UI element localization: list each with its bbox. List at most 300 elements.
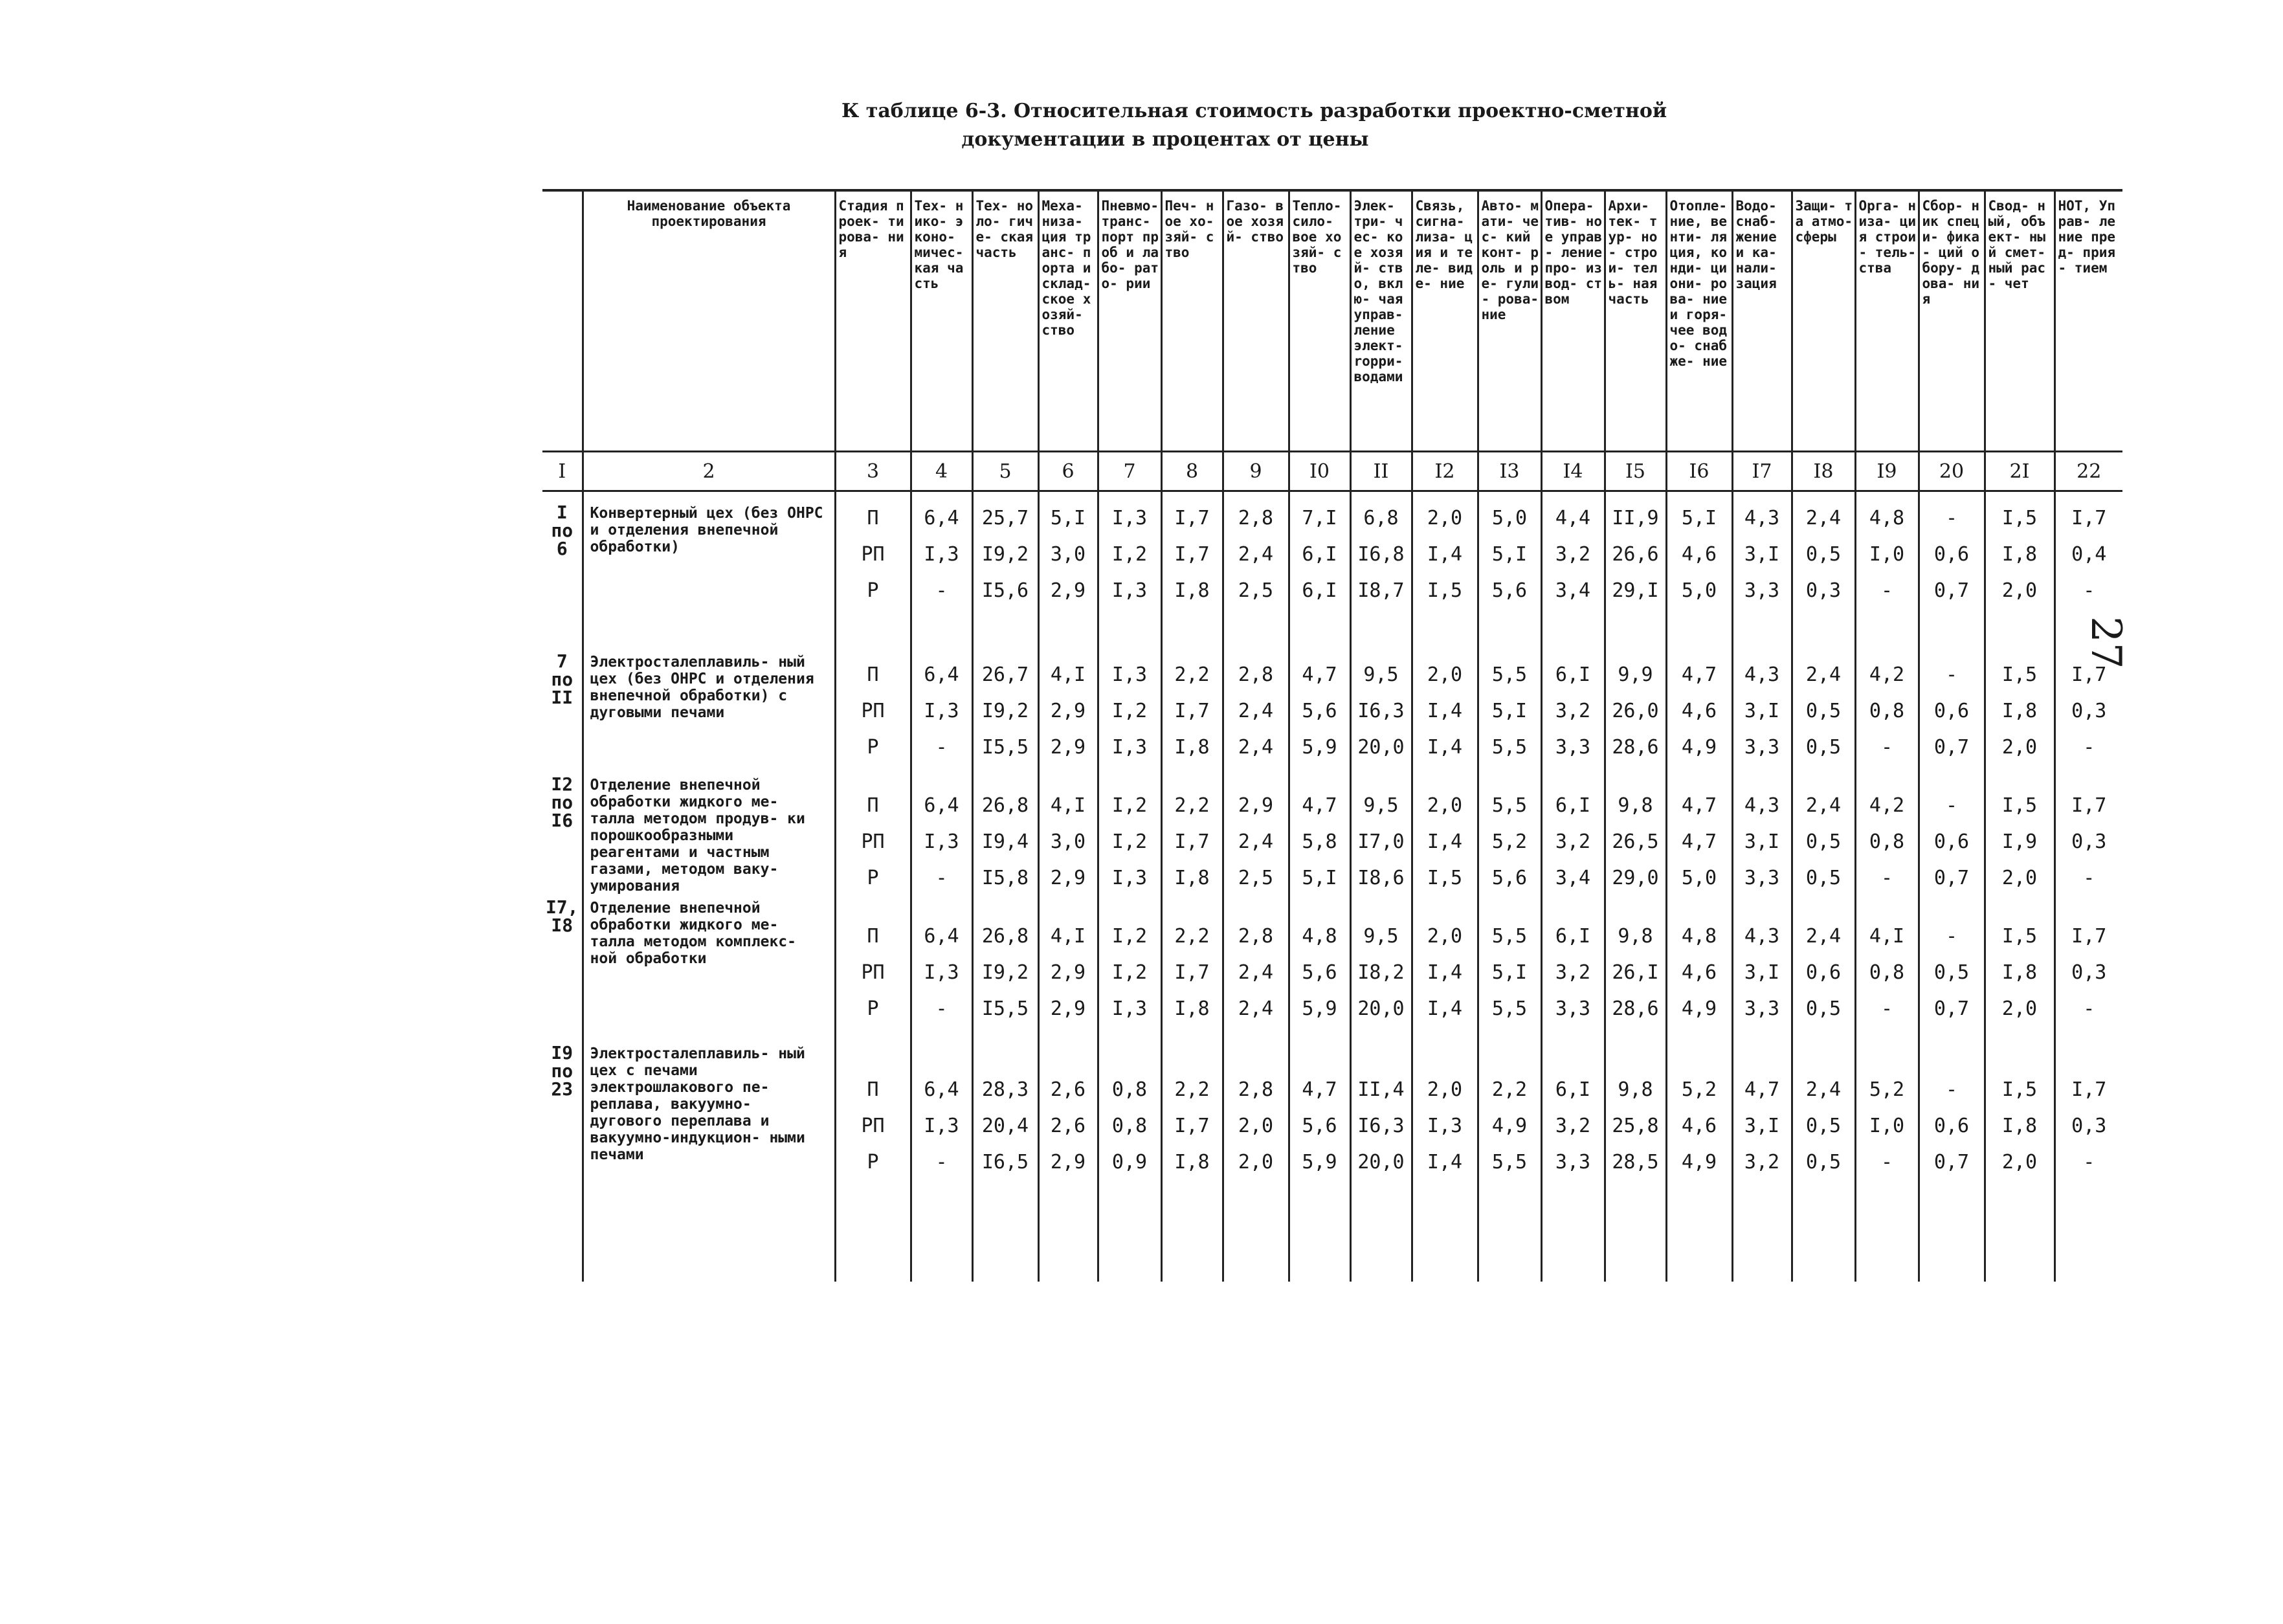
title-line-2: документации в процентах от цены <box>961 128 1369 151</box>
value-cell: I,3 <box>924 961 959 984</box>
value-cell: 5,6 <box>1491 579 1528 602</box>
group-cell <box>1793 918 1854 1063</box>
value-cell: 4,2 <box>1869 663 1905 686</box>
group-cell <box>1413 500 1477 649</box>
data-column <box>1350 491 1412 1282</box>
value-cell: 5,2 <box>1869 1078 1905 1101</box>
value-cell: 26,8 <box>981 924 1029 948</box>
header-cell: НОТ, Управ- ление пред- прия- тием <box>2055 190 2122 452</box>
group-cell <box>1290 918 1350 1063</box>
value-cell: 4,I <box>1050 924 1086 948</box>
value-cell: 0,8 <box>1111 1078 1148 1101</box>
group-cell <box>1733 787 1791 910</box>
group-cell <box>1793 787 1854 910</box>
data-column <box>1985 491 2055 1282</box>
value-cell: 2,9 <box>1050 735 1086 759</box>
value-cell: 28,3 <box>981 1078 1029 1101</box>
group-cell <box>1986 656 2054 779</box>
value-cell: I,3 <box>924 542 959 566</box>
value-cell: 3,3 <box>1744 735 1780 759</box>
value-cell: 4,I <box>1050 794 1086 817</box>
group-cell <box>1920 500 1984 649</box>
column-number: 22 <box>2055 452 2122 491</box>
group-cell <box>2056 1071 2123 1185</box>
value-cell: I,4 <box>1427 735 1463 759</box>
group-cell <box>912 918 972 1063</box>
header-row <box>542 190 2122 452</box>
group-cell <box>1856 500 1918 649</box>
header-cell <box>542 190 583 452</box>
value-cell: 3,I <box>1744 699 1780 722</box>
value-cell: I,4 <box>1427 961 1463 984</box>
value-cell: I,3 <box>1111 579 1148 602</box>
group-cell <box>836 787 910 910</box>
value-cell: 0,5 <box>1805 830 1842 853</box>
data-column <box>1919 491 1985 1282</box>
group-cell <box>836 918 910 1063</box>
object-name: Отделение внепечной обработки жидкого ме- талла методом продув- ки порошкообразными реагентами и частным газами, методом ваку- умирования <box>590 777 805 895</box>
stage-cell: Р <box>867 997 879 1020</box>
group-cell <box>1413 918 1477 1063</box>
group-cell <box>1413 787 1477 910</box>
group-cell <box>1856 918 1918 1063</box>
row-range: I9 по 23 <box>551 1042 574 1100</box>
value-cell: 0,3 <box>2071 699 2107 722</box>
value-cell: 26,6 <box>1612 542 1659 566</box>
column-number: I4 <box>1541 452 1605 491</box>
value-cell: 0,6 <box>1933 542 1970 566</box>
value-cell: 2,9 <box>1238 794 1274 817</box>
group-cell <box>1479 787 1541 910</box>
value-cell: 2,4 <box>1238 961 1274 984</box>
row-range: 7 по II <box>551 651 574 708</box>
column-number: I0 <box>1289 452 1350 491</box>
value-cell: 0,3 <box>2071 1114 2107 1137</box>
value-cell: 9,5 <box>1363 663 1399 686</box>
value-cell: 2,2 <box>1174 663 1210 686</box>
value-cell: I,4 <box>1427 1150 1463 1174</box>
group-cell <box>912 787 972 910</box>
group-cell <box>912 1071 972 1185</box>
value-cell: I,2 <box>1111 961 1148 984</box>
column-number: I7 <box>1732 452 1792 491</box>
data-column <box>1289 491 1350 1282</box>
value-cell: 26,7 <box>981 663 1029 686</box>
value-cell: 2,4 <box>1805 663 1842 686</box>
value-cell: I,3 <box>1111 735 1148 759</box>
group-cell <box>1542 787 1604 910</box>
value-cell: I,7 <box>1174 699 1210 722</box>
column-number: 9 <box>1223 452 1289 491</box>
value-cell: I6,5 <box>981 1150 1029 1174</box>
column-number: 4 <box>911 452 972 491</box>
group-cell <box>1856 787 1918 910</box>
value-cell: I,3 <box>924 699 959 722</box>
row-range: I по 6 <box>551 502 574 559</box>
value-cell: I,3 <box>1111 663 1148 686</box>
value-cell: 0,4 <box>2071 542 2107 566</box>
value-cell: I,2 <box>1111 924 1148 948</box>
value-cell: - <box>1880 579 1893 602</box>
value-cell: 5,0 <box>1681 866 1717 889</box>
value-cell: 3,I <box>1744 830 1780 853</box>
value-cell: - <box>2083 1150 2095 1174</box>
value-cell: 3,4 <box>1555 866 1591 889</box>
value-cell: 0,5 <box>1933 961 1970 984</box>
value-cell: 4,7 <box>1681 663 1717 686</box>
value-cell: 6,4 <box>924 794 959 817</box>
value-cell: I,4 <box>1427 542 1463 566</box>
value-cell: I,7 <box>2071 794 2107 817</box>
group-cell <box>1224 918 1288 1063</box>
header-cell: Отопле- ние, венти- ляция, конди- циони- рова- ние и горя- чее водо- снабже- ние <box>1666 190 1732 452</box>
value-cell: 0,7 <box>1933 735 1970 759</box>
group-cell <box>584 641 834 764</box>
header-cell: Стадия проек- тирова- ния <box>835 190 911 452</box>
value-cell: 4,6 <box>1681 1114 1717 1137</box>
value-cell: I,3 <box>1111 866 1148 889</box>
value-cell: 0,3 <box>2071 830 2107 853</box>
value-cell: 6,4 <box>924 663 959 686</box>
value-cell: 6,4 <box>924 506 959 529</box>
value-cell: 7,I <box>1302 506 1337 529</box>
value-cell: 6,I <box>1555 924 1591 948</box>
group-cell <box>1099 1071 1161 1185</box>
stage-cell: Р <box>867 866 879 889</box>
value-cell: 4,3 <box>1744 663 1780 686</box>
header-cell: Элек- три- чес- кое хозяй- ство, вклю- чая управ- ление элект-ropри- водами <box>1350 190 1412 452</box>
value-cell: 5,I <box>1050 506 1086 529</box>
value-cell: I,3 <box>924 1114 959 1137</box>
group-cell <box>1040 656 1097 779</box>
value-cell: - <box>1880 735 1893 759</box>
group-cell <box>584 887 834 1032</box>
group-cell <box>1352 918 1411 1063</box>
value-cell: 5,2 <box>1681 1078 1717 1101</box>
value-cell: 5,8 <box>1302 830 1337 853</box>
group-cell <box>2056 787 2123 910</box>
value-cell: 0,5 <box>1805 1114 1842 1137</box>
value-cell: I,2 <box>1111 542 1148 566</box>
value-cell: 6,I <box>1302 542 1337 566</box>
value-cell: 5,6 <box>1491 866 1528 889</box>
value-cell: 6,I <box>1555 663 1591 686</box>
group-cell <box>1290 787 1350 910</box>
group-cell <box>1224 656 1288 779</box>
value-cell: 3,2 <box>1555 1114 1591 1137</box>
data-column <box>1855 491 1919 1282</box>
value-cell: I,8 <box>2001 699 2038 722</box>
value-cell: 5,6 <box>1302 1114 1337 1137</box>
value-cell: 26,5 <box>1612 830 1659 853</box>
value-cell: 5,I <box>1491 542 1528 566</box>
value-cell: 4,7 <box>1302 663 1337 686</box>
value-cell: 2,8 <box>1238 1078 1274 1101</box>
value-cell: 4,8 <box>1681 924 1717 948</box>
value-cell: 2,6 <box>1050 1114 1086 1137</box>
group-cell <box>1099 656 1161 779</box>
data-column <box>1541 491 1605 1282</box>
data-area <box>542 491 2122 1282</box>
value-cell: 2,0 <box>1427 663 1463 686</box>
value-cell: 2,0 <box>1238 1150 1274 1174</box>
value-cell: 2,2 <box>1174 924 1210 948</box>
data-column <box>1792 491 1855 1282</box>
group-cell <box>1040 500 1097 649</box>
value-cell: I,8 <box>1174 866 1210 889</box>
group-cell <box>1224 1071 1288 1185</box>
group-cell <box>1733 656 1791 779</box>
group-cell <box>1163 656 1222 779</box>
data-column <box>1098 491 1161 1282</box>
data-column <box>1038 491 1098 1282</box>
header-cell: Наименование объекта проектирования <box>583 190 835 452</box>
group-cell <box>584 1032 834 1163</box>
group-cell <box>1099 918 1161 1063</box>
value-cell: 2,0 <box>2001 866 2038 889</box>
value-cell: I,9 <box>2001 830 2038 853</box>
column-number: 8 <box>1161 452 1223 491</box>
stage-cell: П <box>867 924 879 948</box>
value-cell: I,7 <box>2071 1078 2107 1101</box>
group-cell <box>584 492 834 641</box>
value-cell: 4,3 <box>1744 506 1780 529</box>
group-cell <box>1479 918 1541 1063</box>
value-cell: 25,8 <box>1612 1114 1659 1137</box>
value-cell: 5,5 <box>1491 1150 1528 1174</box>
value-cell: 28,6 <box>1612 997 1659 1020</box>
value-cell: I7,0 <box>1357 830 1405 853</box>
header-cell: Опера- тив- ное управ- ление про- извод- ством <box>1541 190 1605 452</box>
value-cell: I,5 <box>2001 663 2038 686</box>
value-cell: 2,8 <box>1238 924 1274 948</box>
value-cell: 4,7 <box>1744 1078 1780 1101</box>
header-cell: Газо- вое хозяй- ство <box>1223 190 1289 452</box>
stage-cell: П <box>867 663 879 686</box>
group-cell <box>1667 1071 1732 1185</box>
value-cell: I9,4 <box>981 830 1029 853</box>
data-column <box>835 491 911 1282</box>
value-cell: I,5 <box>1427 579 1463 602</box>
group-cell <box>1856 656 1918 779</box>
column-number: I3 <box>1478 452 1541 491</box>
column-number: 3 <box>835 452 911 491</box>
value-cell: I,5 <box>2001 1078 2038 1101</box>
data-column <box>1666 491 1732 1282</box>
value-cell: - <box>935 1150 948 1174</box>
value-cell: 5,I <box>1491 699 1528 722</box>
column-number-row <box>542 452 2122 491</box>
group-cell <box>1479 1071 1541 1185</box>
value-cell: 6,I <box>1555 1078 1591 1101</box>
group-cell <box>1290 656 1350 779</box>
cost-table <box>542 189 2122 1282</box>
value-cell: 3,3 <box>1744 866 1780 889</box>
value-cell: I,7 <box>1174 830 1210 853</box>
value-cell: 2,0 <box>1238 1114 1274 1137</box>
value-cell: 2,0 <box>1427 924 1463 948</box>
value-cell: 0,7 <box>1933 866 1970 889</box>
value-cell: 9,9 <box>1618 663 1653 686</box>
group-cell <box>1542 918 1604 1063</box>
group-cell <box>1920 1071 1984 1185</box>
value-cell: - <box>1880 997 1893 1020</box>
value-cell: 6,I <box>1302 579 1337 602</box>
value-cell: 0,5 <box>1805 735 1842 759</box>
value-cell: I,8 <box>1174 735 1210 759</box>
data-column <box>1732 491 1792 1282</box>
stage-cell: П <box>867 506 879 529</box>
group-cell <box>1224 787 1288 910</box>
value-cell: I9,2 <box>981 699 1029 722</box>
value-cell: 0,6 <box>1933 830 1970 853</box>
value-cell: 3,2 <box>1744 1150 1780 1174</box>
group-cell <box>1606 787 1665 910</box>
value-cell: 0,6 <box>1933 1114 1970 1137</box>
group-cell <box>1606 500 1665 649</box>
group-cell <box>1606 918 1665 1063</box>
value-cell: II,4 <box>1357 1078 1405 1101</box>
value-cell: 4,6 <box>1681 699 1717 722</box>
value-cell: 4,6 <box>1681 961 1717 984</box>
value-cell: 3,I <box>1744 1114 1780 1137</box>
data-column <box>583 491 835 1282</box>
value-cell: 6,4 <box>924 924 959 948</box>
value-cell: - <box>1945 663 1958 686</box>
header-cell: Тех- нико- эконо- мичес- кая часть <box>911 190 972 452</box>
group-cell <box>1542 656 1604 779</box>
group-cell <box>1986 918 2054 1063</box>
group-cell <box>836 500 910 649</box>
value-cell: 5,0 <box>1681 579 1717 602</box>
value-cell: 4,8 <box>1869 506 1905 529</box>
value-cell: 2,0 <box>2001 1150 2038 1174</box>
column-number: I5 <box>1605 452 1666 491</box>
group-cell <box>912 656 972 779</box>
group-cell <box>1733 918 1791 1063</box>
row-range: I7, I8 <box>545 896 579 936</box>
value-cell: 0,5 <box>1805 699 1842 722</box>
group-cell <box>1479 656 1541 779</box>
group-cell <box>1920 918 1984 1063</box>
group-cell <box>974 1071 1038 1185</box>
value-cell: I,5 <box>2001 506 2038 529</box>
value-cell: 0,6 <box>1805 961 1842 984</box>
group-cell <box>1606 656 1665 779</box>
value-cell: 0,9 <box>1111 1150 1148 1174</box>
value-cell: I6,8 <box>1357 542 1405 566</box>
value-cell: 2,9 <box>1050 579 1086 602</box>
group-cell <box>912 500 972 649</box>
column-number: 2 <box>583 452 835 491</box>
data-column <box>972 491 1038 1282</box>
value-cell: 2,4 <box>1805 924 1842 948</box>
value-cell: 5,5 <box>1491 735 1528 759</box>
value-cell: 5,5 <box>1491 924 1528 948</box>
value-cell: 26,0 <box>1612 699 1659 722</box>
group-cell <box>1413 656 1477 779</box>
value-cell: I9,2 <box>981 961 1029 984</box>
value-cell: I,4 <box>1427 830 1463 853</box>
value-cell: I,7 <box>2071 506 2107 529</box>
value-cell: 3,4 <box>1555 579 1591 602</box>
value-cell: 0,7 <box>1933 1150 1970 1174</box>
group-cell <box>974 656 1038 779</box>
group-cell <box>1352 500 1411 649</box>
data-column <box>1223 491 1289 1282</box>
group-cell <box>1986 787 2054 910</box>
value-cell: 4,6 <box>1681 542 1717 566</box>
header-cell: Печ- ное хо- зяй- ство <box>1161 190 1223 452</box>
data-column <box>911 491 972 1282</box>
value-cell: 6,8 <box>1363 506 1399 529</box>
value-cell: 3,2 <box>1555 830 1591 853</box>
group-cell <box>1099 787 1161 910</box>
value-cell: I,4 <box>1427 699 1463 722</box>
value-cell: 5,2 <box>1491 830 1528 853</box>
value-cell: 2,4 <box>1805 1078 1842 1101</box>
column-number: 20 <box>1919 452 1985 491</box>
value-cell: I,3 <box>1111 506 1148 529</box>
value-cell: 3,3 <box>1744 579 1780 602</box>
value-cell: 2,5 <box>1238 579 1274 602</box>
group-cell <box>1163 1071 1222 1185</box>
object-name: Электросталеплавиль- ный цех (без ОНРС и отделения внепечной обработки) с дуговыми печами <box>590 654 814 721</box>
header-cell: Защи- та атмо- сферы <box>1792 190 1855 452</box>
value-cell: 5,9 <box>1302 1150 1337 1174</box>
value-cell: 3,2 <box>1555 542 1591 566</box>
value-cell: 2,0 <box>1427 1078 1463 1101</box>
group-cell <box>542 641 582 764</box>
value-cell: 0,8 <box>1869 699 1905 722</box>
value-cell: 4,9 <box>1681 1150 1717 1174</box>
value-cell: 0,5 <box>1805 866 1842 889</box>
object-name: Электросталеплавиль- ный цех с печами электрошлакового пе- реплава, вакуумно- дугового переплава и вакуумно-индукцион- ными печами <box>590 1045 805 1163</box>
value-cell: 0,3 <box>1805 579 1842 602</box>
group-cell <box>1040 918 1097 1063</box>
group-cell <box>1163 500 1222 649</box>
group-cell <box>1793 656 1854 779</box>
value-cell: 3,0 <box>1050 542 1086 566</box>
page-number: 27 <box>2082 616 2130 669</box>
value-cell: 0,8 <box>1111 1114 1148 1137</box>
value-cell: I,7 <box>1174 961 1210 984</box>
data-column <box>1161 491 1223 1282</box>
object-name: Конвертерный цех (без ОНРС и отделения внепечной обработки) <box>590 505 823 555</box>
group-cell <box>974 918 1038 1063</box>
value-cell: 4,9 <box>1681 735 1717 759</box>
value-cell: I5,5 <box>981 735 1029 759</box>
value-cell: - <box>935 866 948 889</box>
table-body <box>542 190 2122 1282</box>
value-cell: 0,7 <box>1933 997 1970 1020</box>
value-cell: 20,0 <box>1357 1150 1405 1174</box>
group-cell <box>542 1032 582 1146</box>
value-cell: II,9 <box>1612 506 1659 529</box>
value-cell: 4,7 <box>1681 794 1717 817</box>
row-range: I2 по I6 <box>551 773 574 831</box>
stage-cell: РП <box>861 699 885 722</box>
value-cell: 0,3 <box>2071 961 2107 984</box>
column-number: I8 <box>1792 452 1855 491</box>
value-cell: 5,6 <box>1302 961 1337 984</box>
column-number: 5 <box>972 452 1038 491</box>
value-cell: 2,4 <box>1805 506 1842 529</box>
value-cell: I,7 <box>2071 663 2107 686</box>
header-cell: Связь, сигна- лиза- ция и теле- виде- ние <box>1412 190 1478 452</box>
value-cell: 3,I <box>1744 961 1780 984</box>
value-cell: 5,6 <box>1302 699 1337 722</box>
